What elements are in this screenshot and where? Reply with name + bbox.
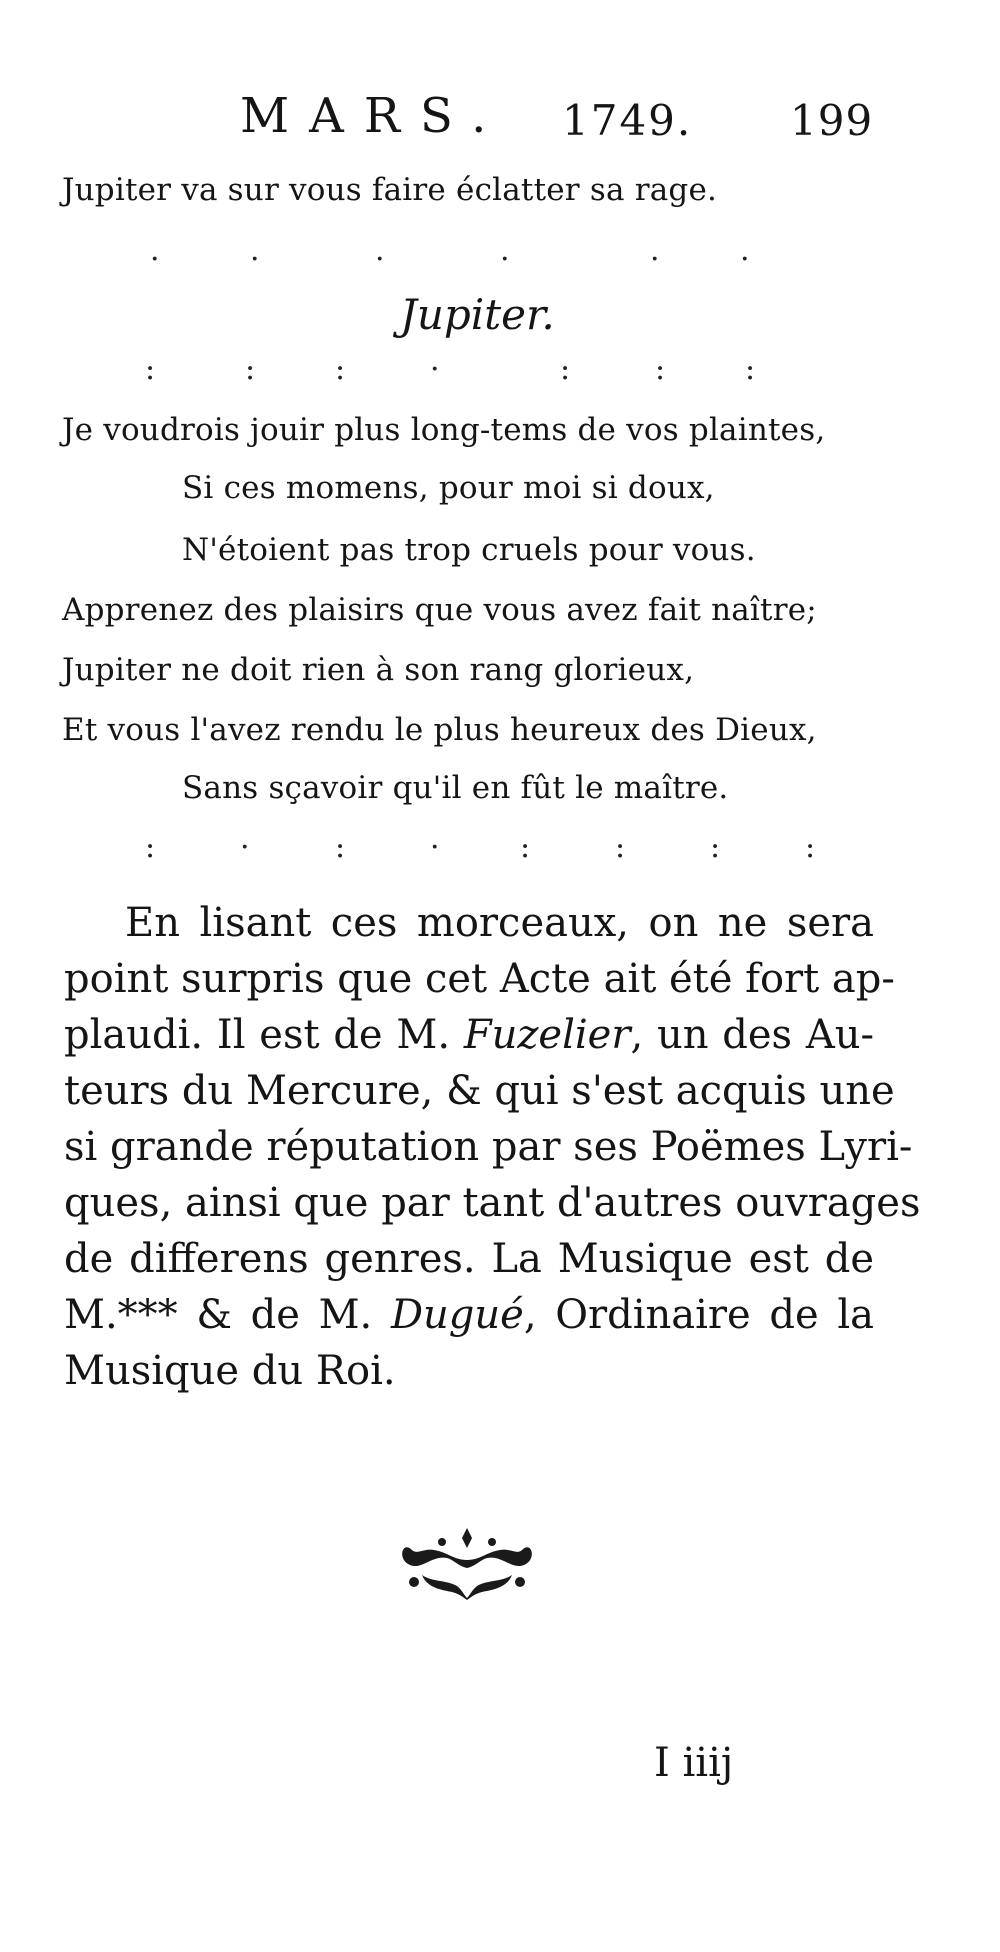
paragraph-text: , un des Au- <box>630 1012 875 1058</box>
paragraph-text: M.*** & de M. <box>64 1292 373 1338</box>
paragraph-line: En lisant ces morceaux, on ne sera <box>125 900 874 946</box>
paragraph-text: , Ordinaire de la <box>523 1292 874 1338</box>
page-number: 199 <box>790 96 874 145</box>
dotted-rule-1: · · · · · · <box>150 242 750 277</box>
paragraph-line: de differens genres. La Musique est de <box>64 1236 874 1282</box>
author-name: Fuzelier <box>463 1012 631 1058</box>
printer-ornament-icon <box>392 1520 542 1600</box>
paragraph-line <box>64 1292 874 1338</box>
running-header-year: 1749. <box>562 96 693 145</box>
verse-line: Si ces momens, pour moi si doux, <box>182 470 715 506</box>
composer-name: Dugué <box>390 1292 524 1338</box>
running-header-month: MARS. <box>240 88 507 144</box>
verse-line: Jupiter ne doit rien à son rang glorieux, <box>62 652 695 688</box>
verse-line: Et vous l'avez rendu le plus heureux des Dieux, <box>62 712 817 748</box>
paragraph-line <box>64 1012 874 1058</box>
paragraph-line: si grande réputation par ses Poëmes Lyri- <box>64 1124 913 1170</box>
dotted-rule-2: : : : · : : : <box>145 352 756 387</box>
verse-line: N'étoient pas trop cruels pour vous. <box>182 532 756 568</box>
dotted-rule-3: : · : · : : : : <box>145 830 816 865</box>
paragraph-line: teurs du Mercure, & qui s'est acquis une <box>64 1068 895 1114</box>
paragraph-line: point surpris que cet Acte ait été fort ap- <box>64 956 895 1002</box>
signature-mark: I iiij <box>654 1740 734 1786</box>
verse-line: Sans sçavoir qu'il en fût le maître. <box>182 770 729 806</box>
paragraph-line: Musique du Roi. <box>64 1348 396 1394</box>
paragraph-text: plaudi. Il est de M. <box>64 1012 451 1058</box>
verse-line-top: Jupiter va sur vous faire éclatter sa rage. <box>62 172 718 208</box>
paragraph-line: ques, ainsi que par tant d'autres ouvrages <box>64 1180 921 1226</box>
verse-line: Apprenez des plaisirs que vous avez fait naître; <box>62 592 817 628</box>
verse-line: Je voudrois jouir plus long-tems de vos plaintes, <box>62 412 826 448</box>
speaker-name: Jupiter. <box>400 290 555 339</box>
